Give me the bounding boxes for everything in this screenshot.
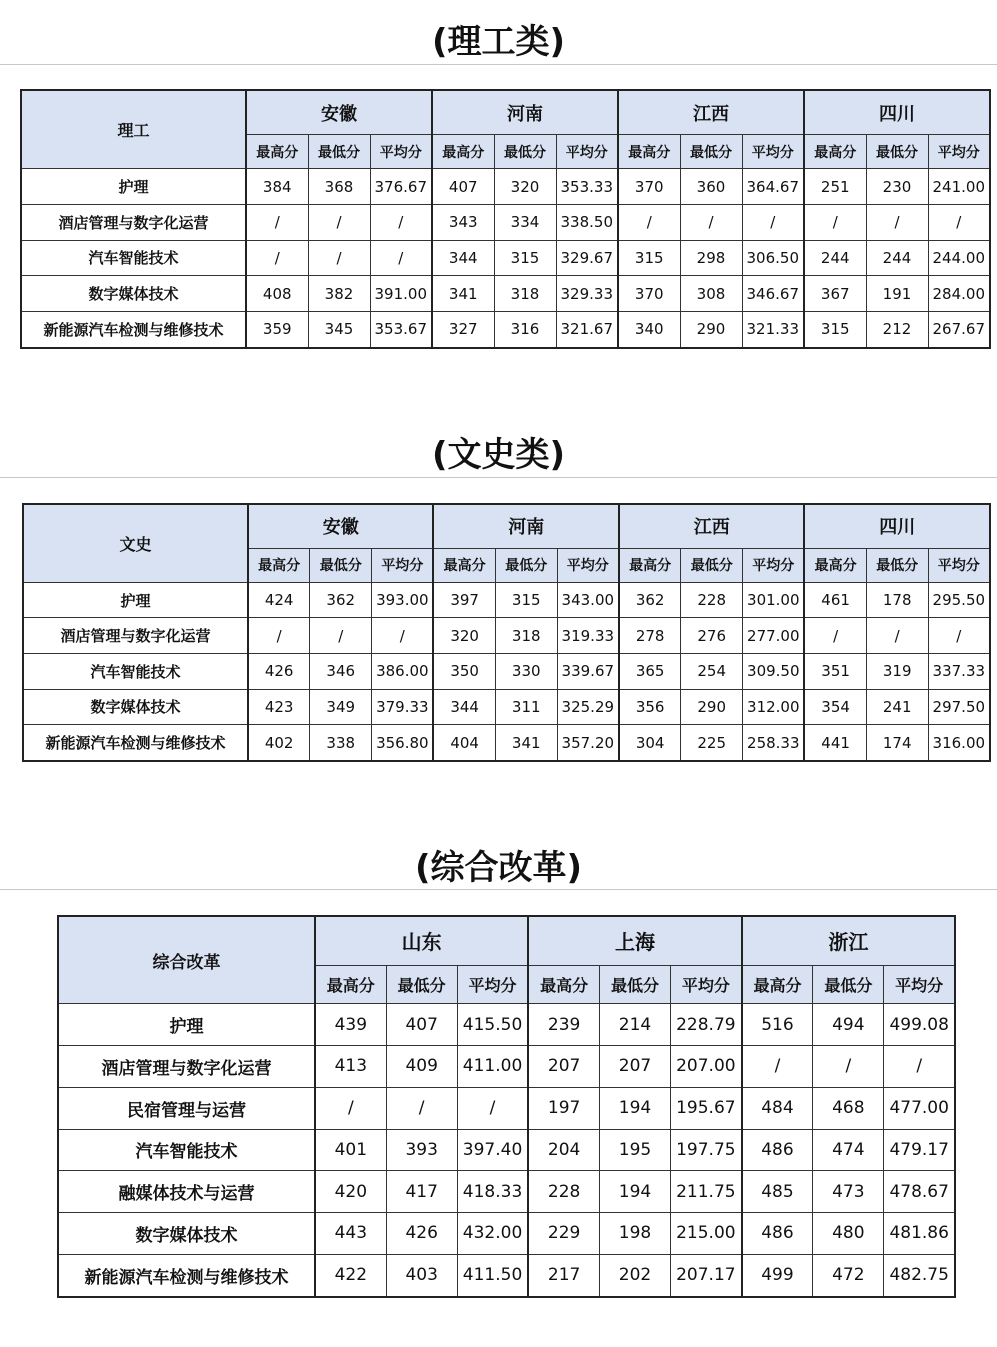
- score-cell: 207.17: [671, 1254, 742, 1297]
- score-cell: 443: [315, 1213, 386, 1255]
- section-title-science: (理工类): [431, 22, 566, 62]
- score-cell: 422: [315, 1254, 386, 1297]
- province-header: 四川: [804, 504, 990, 548]
- score-cell: 195: [599, 1129, 670, 1171]
- score-cell: 356: [619, 689, 681, 725]
- score-cell: /: [884, 1045, 955, 1087]
- score-type-header: 最低分: [308, 135, 370, 169]
- score-type-header: 最低分: [310, 548, 372, 582]
- section-title-comprehensive-reform: (综合改革): [414, 848, 583, 888]
- table-row: [21, 276, 990, 312]
- score-cell: 441: [804, 725, 866, 761]
- score-cell: 340: [618, 311, 680, 348]
- score-type-header: 平均分: [457, 965, 528, 1004]
- score-cell: 473: [813, 1171, 884, 1213]
- score-cell: 338: [310, 725, 372, 761]
- score-cell: 304: [619, 725, 681, 761]
- score-cell: 290: [681, 689, 743, 725]
- score-cell: 244: [866, 240, 928, 276]
- score-cell: /: [742, 204, 804, 240]
- score-cell: /: [618, 204, 680, 240]
- major-name: 融媒体技术与运营: [58, 1171, 315, 1213]
- major-name: 民宿管理与运营: [58, 1087, 315, 1129]
- score-cell: 516: [742, 1004, 813, 1046]
- score-type-header: 最高分: [248, 548, 310, 582]
- score-cell: 341: [432, 276, 494, 312]
- score-cell: 195.67: [671, 1087, 742, 1129]
- score-cell: 484: [742, 1087, 813, 1129]
- score-cell: 174: [866, 725, 928, 761]
- province-header: 山东: [315, 916, 528, 965]
- score-cell: 432.00: [457, 1213, 528, 1255]
- score-type-header: 平均分: [884, 965, 955, 1004]
- score-cell: 407: [432, 169, 494, 205]
- score-cell: 367: [804, 276, 866, 312]
- score-cell: 359: [246, 311, 308, 348]
- major-name: 护理: [58, 1004, 315, 1046]
- score-cell: 386.00: [372, 653, 434, 689]
- table-corner-header: 文史: [23, 504, 248, 582]
- score-cell: 402: [248, 725, 310, 761]
- score-cell: /: [680, 204, 742, 240]
- score-cell: 354: [804, 689, 866, 725]
- score-cell: 318: [495, 618, 557, 654]
- score-cell: 251: [804, 169, 866, 205]
- major-name: 新能源汽车检测与维修技术: [21, 311, 246, 348]
- table-row: [58, 1129, 955, 1171]
- score-cell: 370: [618, 276, 680, 312]
- section-divider: [0, 889, 997, 890]
- score-cell: 344: [432, 240, 494, 276]
- score-cell: 426: [248, 653, 310, 689]
- score-cell: 426: [386, 1213, 457, 1255]
- score-cell: 413: [315, 1045, 386, 1087]
- score-cell: 311: [495, 689, 557, 725]
- score-cell: 215.00: [671, 1213, 742, 1255]
- score-cell: 267.67: [928, 311, 990, 348]
- score-cell: 337.33: [928, 653, 990, 689]
- score-cell: /: [370, 204, 432, 240]
- score-cell: 344: [433, 689, 495, 725]
- score-table-science: [20, 89, 991, 349]
- major-name: 酒店管理与数字化运营: [58, 1045, 315, 1087]
- score-cell: 499: [742, 1254, 813, 1297]
- score-cell: 207: [528, 1045, 599, 1087]
- score-type-header: 最高分: [804, 548, 866, 582]
- major-name: 酒店管理与数字化运营: [21, 204, 246, 240]
- score-cell: 353.67: [370, 311, 432, 348]
- score-cell: 228: [681, 582, 743, 618]
- score-type-header: 最高分: [433, 548, 495, 582]
- score-cell: 351: [804, 653, 866, 689]
- score-cell: 241.00: [928, 169, 990, 205]
- score-cell: 418.33: [457, 1171, 528, 1213]
- score-cell: /: [315, 1087, 386, 1129]
- score-type-header: 最低分: [866, 548, 928, 582]
- table-corner-header: 理工: [21, 90, 246, 169]
- score-type-header: 最低分: [680, 135, 742, 169]
- score-cell: /: [308, 240, 370, 276]
- score-type-header: 最低分: [494, 135, 556, 169]
- score-type-header: 最高分: [432, 135, 494, 169]
- province-header: 上海: [528, 916, 741, 965]
- score-cell: 334: [494, 204, 556, 240]
- score-cell: 197.75: [671, 1129, 742, 1171]
- score-cell: /: [308, 204, 370, 240]
- score-cell: 423: [248, 689, 310, 725]
- score-cell: 485: [742, 1171, 813, 1213]
- score-type-header: 最低分: [386, 965, 457, 1004]
- score-cell: /: [457, 1087, 528, 1129]
- score-cell: 365: [619, 653, 681, 689]
- score-cell: 480: [813, 1213, 884, 1255]
- score-cell: 301.00: [743, 582, 805, 618]
- major-name: 汽车智能技术: [23, 653, 248, 689]
- score-cell: 204: [528, 1129, 599, 1171]
- score-cell: 479.17: [884, 1129, 955, 1171]
- score-cell: 191: [866, 276, 928, 312]
- score-type-header: 最低分: [813, 965, 884, 1004]
- score-cell: 409: [386, 1045, 457, 1087]
- score-cell: /: [246, 204, 308, 240]
- score-cell: 308: [680, 276, 742, 312]
- table-row: [58, 1087, 955, 1129]
- score-cell: 178: [866, 582, 928, 618]
- score-cell: 318: [494, 276, 556, 312]
- score-cell: 309.50: [743, 653, 805, 689]
- score-cell: 343: [432, 204, 494, 240]
- score-cell: 320: [494, 169, 556, 205]
- province-header: 河南: [433, 504, 618, 548]
- score-cell: /: [246, 240, 308, 276]
- score-cell: 316.00: [928, 725, 990, 761]
- table-row: [23, 618, 990, 654]
- score-cell: 207: [599, 1045, 670, 1087]
- score-cell: 278: [619, 618, 681, 654]
- table-corner-header: 综合改革: [58, 916, 315, 1004]
- score-cell: 420: [315, 1171, 386, 1213]
- score-cell: /: [866, 204, 928, 240]
- score-cell: 339.67: [557, 653, 619, 689]
- score-cell: /: [928, 618, 990, 654]
- score-cell: 401: [315, 1129, 386, 1171]
- section-title-liberal-arts: (文史类): [431, 435, 566, 475]
- score-cell: 295.50: [928, 582, 990, 618]
- score-type-header: 平均分: [556, 135, 618, 169]
- score-type-header: 最低分: [866, 135, 928, 169]
- score-cell: 345: [308, 311, 370, 348]
- score-cell: 315: [494, 240, 556, 276]
- score-type-header: 平均分: [742, 135, 804, 169]
- score-cell: 349: [310, 689, 372, 725]
- score-cell: 472: [813, 1254, 884, 1297]
- score-cell: 239: [528, 1004, 599, 1046]
- score-cell: 197: [528, 1087, 599, 1129]
- table-row: [21, 169, 990, 205]
- table-row: [58, 1213, 955, 1255]
- section-divider: [0, 477, 997, 478]
- score-cell: 321.67: [556, 311, 618, 348]
- score-type-header: 最高分: [742, 965, 813, 1004]
- table-row: [58, 1171, 955, 1213]
- score-cell: 254: [681, 653, 743, 689]
- score-cell: /: [372, 618, 434, 654]
- score-cell: 214: [599, 1004, 670, 1046]
- score-cell: 362: [310, 582, 372, 618]
- score-cell: 277.00: [743, 618, 805, 654]
- score-type-header: 平均分: [372, 548, 434, 582]
- score-cell: 393: [386, 1129, 457, 1171]
- score-cell: /: [928, 204, 990, 240]
- score-cell: 477.00: [884, 1087, 955, 1129]
- score-table-liberal-arts: [22, 503, 991, 762]
- score-cell: 424: [248, 582, 310, 618]
- score-cell: 370: [618, 169, 680, 205]
- section-divider: [0, 64, 997, 65]
- score-cell: 379.33: [372, 689, 434, 725]
- score-cell: 397.40: [457, 1129, 528, 1171]
- score-cell: 343.00: [557, 582, 619, 618]
- province-header: 河南: [432, 90, 618, 135]
- score-cell: 350: [433, 653, 495, 689]
- major-name: 汽车智能技术: [21, 240, 246, 276]
- score-cell: 329.33: [556, 276, 618, 312]
- score-cell: 403: [386, 1254, 457, 1297]
- score-cell: 382: [308, 276, 370, 312]
- score-cell: 290: [680, 311, 742, 348]
- table-row: [23, 582, 990, 618]
- score-cell: 315: [495, 582, 557, 618]
- score-cell: 417: [386, 1171, 457, 1213]
- major-name: 数字媒体技术: [23, 689, 248, 725]
- province-header: 江西: [619, 504, 804, 548]
- score-type-header: 平均分: [557, 548, 619, 582]
- province-header: 安徽: [246, 90, 432, 135]
- major-name: 新能源汽车检测与维修技术: [23, 725, 248, 761]
- table-row: [23, 653, 990, 689]
- score-cell: 338.50: [556, 204, 618, 240]
- score-cell: 364.67: [742, 169, 804, 205]
- score-cell: 411.50: [457, 1254, 528, 1297]
- score-cell: 229: [528, 1213, 599, 1255]
- score-cell: 461: [804, 582, 866, 618]
- score-cell: 298: [680, 240, 742, 276]
- major-name: 数字媒体技术: [58, 1213, 315, 1255]
- score-cell: 499.08: [884, 1004, 955, 1046]
- score-type-header: 最低分: [495, 548, 557, 582]
- score-cell: 258.33: [743, 725, 805, 761]
- score-type-header: 最低分: [681, 548, 743, 582]
- score-cell: 212: [866, 311, 928, 348]
- major-name: 酒店管理与数字化运营: [23, 618, 248, 654]
- score-cell: 481.86: [884, 1213, 955, 1255]
- score-cell: 211.75: [671, 1171, 742, 1213]
- score-cell: 478.67: [884, 1171, 955, 1213]
- major-name: 数字媒体技术: [21, 276, 246, 312]
- score-cell: 393.00: [372, 582, 434, 618]
- score-cell: 306.50: [742, 240, 804, 276]
- score-cell: 404: [433, 725, 495, 761]
- score-cell: 321.33: [742, 311, 804, 348]
- table-row: [21, 311, 990, 348]
- score-cell: 230: [866, 169, 928, 205]
- score-type-header: 最高分: [246, 135, 308, 169]
- score-cell: /: [813, 1045, 884, 1087]
- score-cell: 228.79: [671, 1004, 742, 1046]
- score-cell: 312.00: [743, 689, 805, 725]
- score-type-header: 平均分: [928, 135, 990, 169]
- score-cell: 353.33: [556, 169, 618, 205]
- score-cell: 368: [308, 169, 370, 205]
- score-cell: 486: [742, 1213, 813, 1255]
- score-cell: 276: [681, 618, 743, 654]
- score-cell: /: [386, 1087, 457, 1129]
- score-cell: 408: [246, 276, 308, 312]
- score-cell: 315: [804, 311, 866, 348]
- score-cell: 468: [813, 1087, 884, 1129]
- score-cell: 225: [681, 725, 743, 761]
- score-cell: 207.00: [671, 1045, 742, 1087]
- score-cell: 244.00: [928, 240, 990, 276]
- province-header: 安徽: [248, 504, 433, 548]
- score-cell: 202: [599, 1254, 670, 1297]
- province-header: 四川: [804, 90, 990, 135]
- score-cell: 384: [246, 169, 308, 205]
- score-type-header: 最高分: [804, 135, 866, 169]
- score-type-header: 平均分: [370, 135, 432, 169]
- score-cell: 362: [619, 582, 681, 618]
- score-cell: 241: [866, 689, 928, 725]
- table-row: [58, 1254, 955, 1297]
- score-cell: 319: [866, 653, 928, 689]
- score-cell: 228: [528, 1171, 599, 1213]
- major-name: 护理: [21, 169, 246, 205]
- score-cell: /: [248, 618, 310, 654]
- score-cell: 411.00: [457, 1045, 528, 1087]
- score-type-header: 最低分: [599, 965, 670, 1004]
- score-cell: 297.50: [928, 689, 990, 725]
- score-cell: 244: [804, 240, 866, 276]
- score-cell: 346: [310, 653, 372, 689]
- score-cell: /: [866, 618, 928, 654]
- score-cell: 376.67: [370, 169, 432, 205]
- score-type-header: 最高分: [619, 548, 681, 582]
- score-cell: 217: [528, 1254, 599, 1297]
- score-type-header: 最高分: [528, 965, 599, 1004]
- score-cell: 341: [495, 725, 557, 761]
- score-cell: /: [804, 618, 866, 654]
- score-cell: 284.00: [928, 276, 990, 312]
- score-cell: 194: [599, 1171, 670, 1213]
- table-row: [58, 1004, 955, 1046]
- score-type-header: 平均分: [671, 965, 742, 1004]
- province-header: 江西: [618, 90, 804, 135]
- score-cell: 407: [386, 1004, 457, 1046]
- score-cell: 439: [315, 1004, 386, 1046]
- score-cell: 198: [599, 1213, 670, 1255]
- table-row: [58, 1045, 955, 1087]
- score-cell: 360: [680, 169, 742, 205]
- major-name: 新能源汽车检测与维修技术: [58, 1254, 315, 1297]
- score-cell: 316: [494, 311, 556, 348]
- major-name: 汽车智能技术: [58, 1129, 315, 1171]
- score-cell: 486: [742, 1129, 813, 1171]
- score-cell: 346.67: [742, 276, 804, 312]
- score-cell: 474: [813, 1129, 884, 1171]
- score-cell: 482.75: [884, 1254, 955, 1297]
- province-header: 浙江: [742, 916, 955, 965]
- score-cell: 194: [599, 1087, 670, 1129]
- score-cell: 320: [433, 618, 495, 654]
- score-cell: 330: [495, 653, 557, 689]
- table-row: [23, 689, 990, 725]
- score-cell: /: [310, 618, 372, 654]
- score-cell: 325.29: [557, 689, 619, 725]
- score-cell: 397: [433, 582, 495, 618]
- score-cell: 315: [618, 240, 680, 276]
- score-cell: /: [742, 1045, 813, 1087]
- score-type-header: 最高分: [618, 135, 680, 169]
- table-row: [21, 204, 990, 240]
- table-row: [21, 240, 990, 276]
- score-cell: 319.33: [557, 618, 619, 654]
- table-row: [23, 725, 990, 761]
- score-cell: /: [804, 204, 866, 240]
- score-type-header: 最高分: [315, 965, 386, 1004]
- score-cell: 415.50: [457, 1004, 528, 1046]
- score-cell: 494: [813, 1004, 884, 1046]
- score-type-header: 平均分: [743, 548, 805, 582]
- score-cell: 327: [432, 311, 494, 348]
- score-cell: 391.00: [370, 276, 432, 312]
- major-name: 护理: [23, 582, 248, 618]
- score-cell: 329.67: [556, 240, 618, 276]
- score-cell: 357.20: [557, 725, 619, 761]
- score-cell: 356.80: [372, 725, 434, 761]
- score-table-comprehensive-reform: [57, 915, 956, 1298]
- score-cell: /: [370, 240, 432, 276]
- score-type-header: 平均分: [928, 548, 990, 582]
